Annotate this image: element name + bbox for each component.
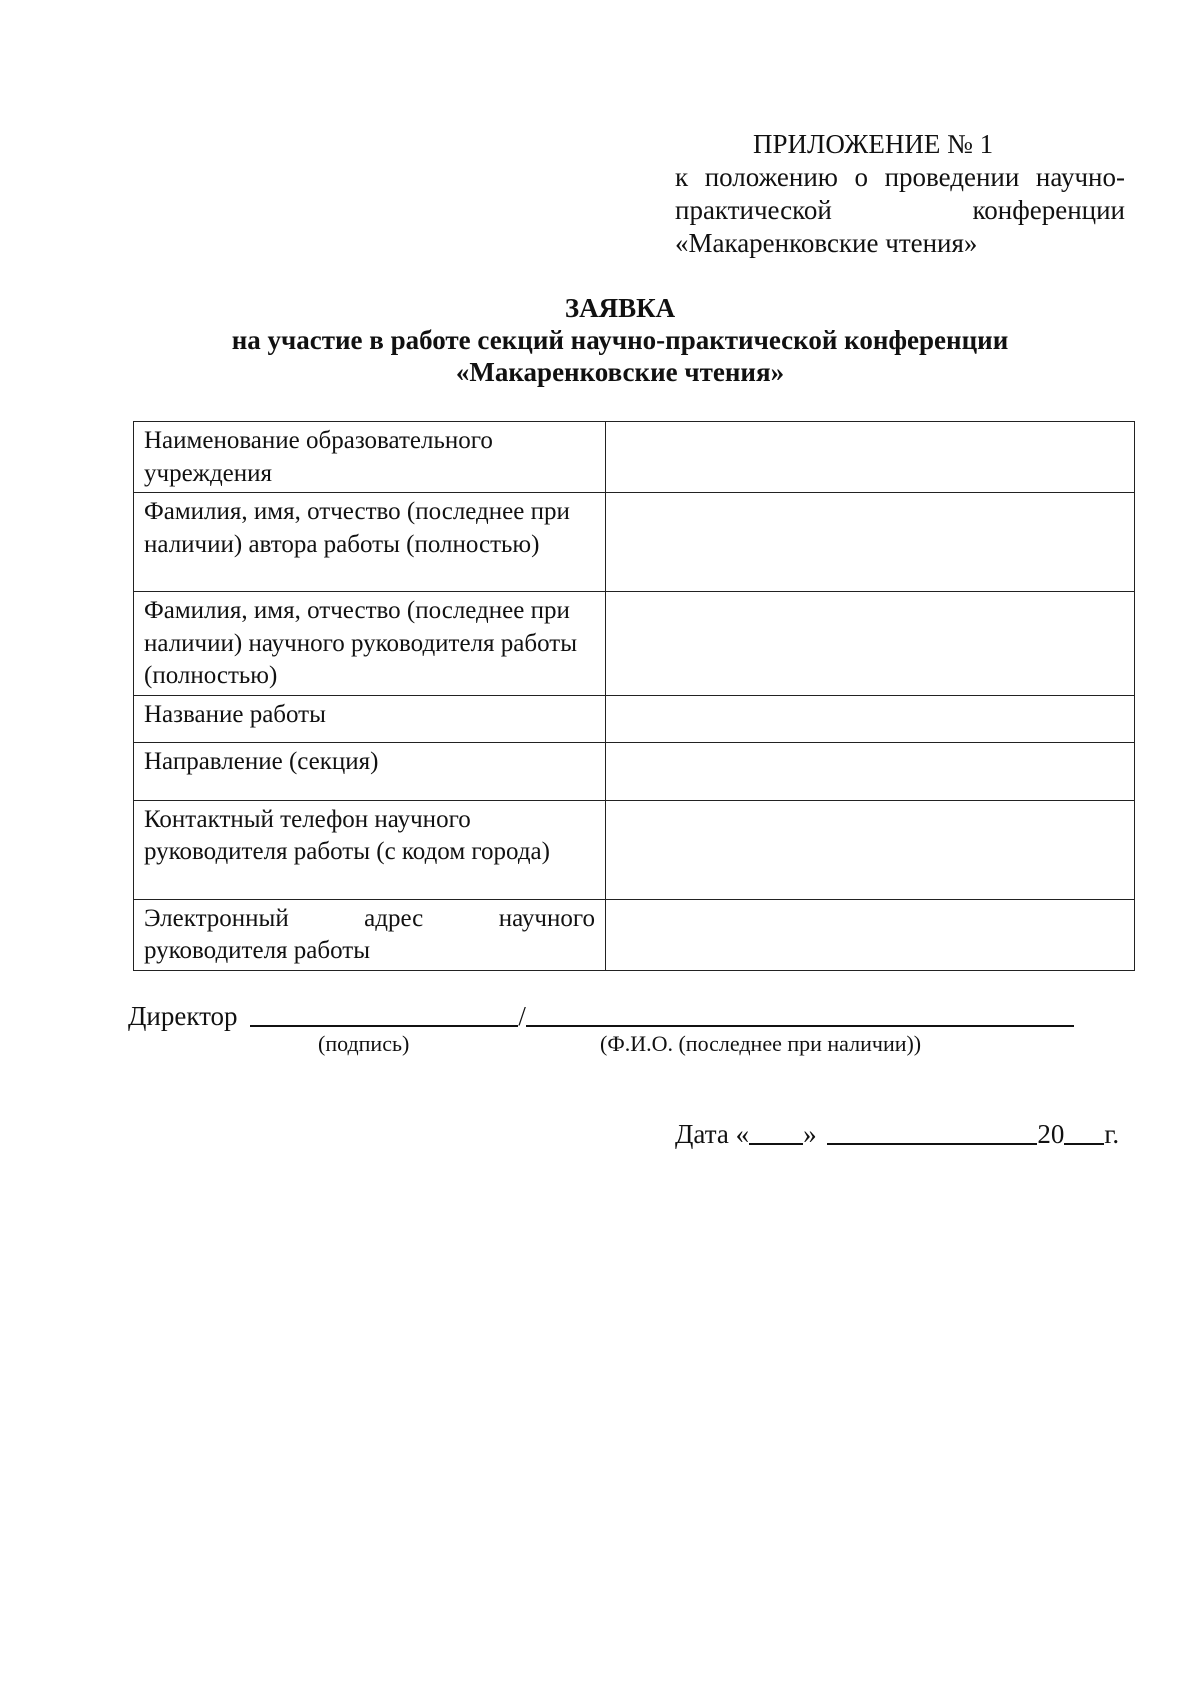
row-value-field[interactable]	[606, 592, 1135, 696]
date-quote-close: »	[803, 1119, 817, 1149]
signature-caption: (подпись)	[318, 1031, 410, 1056]
date-day-line[interactable]	[749, 1115, 803, 1145]
row-label: Направление (секция)	[134, 742, 606, 800]
date-year-prefix: 20	[1037, 1119, 1065, 1149]
row-label: Контактный телефон научного руководителя работы (с кодом города)	[134, 800, 606, 899]
row-label: Наименование образовательного учреждения	[134, 422, 606, 493]
row-value-field[interactable]	[606, 422, 1135, 493]
table-row	[134, 800, 1135, 899]
row-label: Фамилия, имя, отчество (последнее при наличии) научного руководителя работы (полностью)	[134, 592, 606, 696]
row-value-field[interactable]	[606, 800, 1135, 899]
document-title	[180, 292, 1040, 388]
date-year-line[interactable]	[1064, 1115, 1104, 1145]
title-line-1: ЗАЯВКА	[564, 293, 676, 323]
row-value-field[interactable]	[606, 493, 1135, 592]
title-line-2: на участие в работе секций научно-практической конференции	[231, 325, 1009, 355]
title-line-3: «Макаренковские чтения»	[455, 357, 785, 387]
appendix-heading: ПРИЛОЖЕНИЕ № 1	[753, 129, 994, 159]
signature-block	[128, 997, 1148, 1056]
row-label: Фамилия, имя, отчество (последнее при наличии) автора работы (полностью)	[134, 493, 606, 592]
row-value-field[interactable]	[606, 742, 1135, 800]
date-month-line[interactable]	[827, 1115, 1037, 1145]
date-year-suffix: г.	[1104, 1119, 1120, 1149]
appendix-note	[675, 128, 1125, 260]
signature-line[interactable]	[250, 997, 518, 1027]
date-label: Дата «	[675, 1119, 750, 1149]
appendix-text: к положению о проведении научно-практической конференции «Макаренковские чтения»	[675, 162, 1125, 258]
table-row	[134, 493, 1135, 592]
date-line	[675, 1115, 1119, 1150]
signature-role-label: Директор	[128, 1001, 238, 1031]
application-form-table	[133, 421, 1135, 971]
signature-separator: /	[518, 1001, 526, 1031]
row-label: Название работы	[134, 695, 606, 742]
table-row	[134, 422, 1135, 493]
table-row	[134, 742, 1135, 800]
table-row	[134, 592, 1135, 696]
row-label: Электронный адрес научного руководителя работы	[134, 899, 606, 970]
row-value-field[interactable]	[606, 695, 1135, 742]
table-row	[134, 899, 1135, 970]
table-row	[134, 695, 1135, 742]
row-value-field[interactable]	[606, 899, 1135, 970]
full-name-line[interactable]	[526, 997, 1074, 1027]
full-name-caption: (Ф.И.О. (последнее при наличии))	[600, 1031, 922, 1056]
